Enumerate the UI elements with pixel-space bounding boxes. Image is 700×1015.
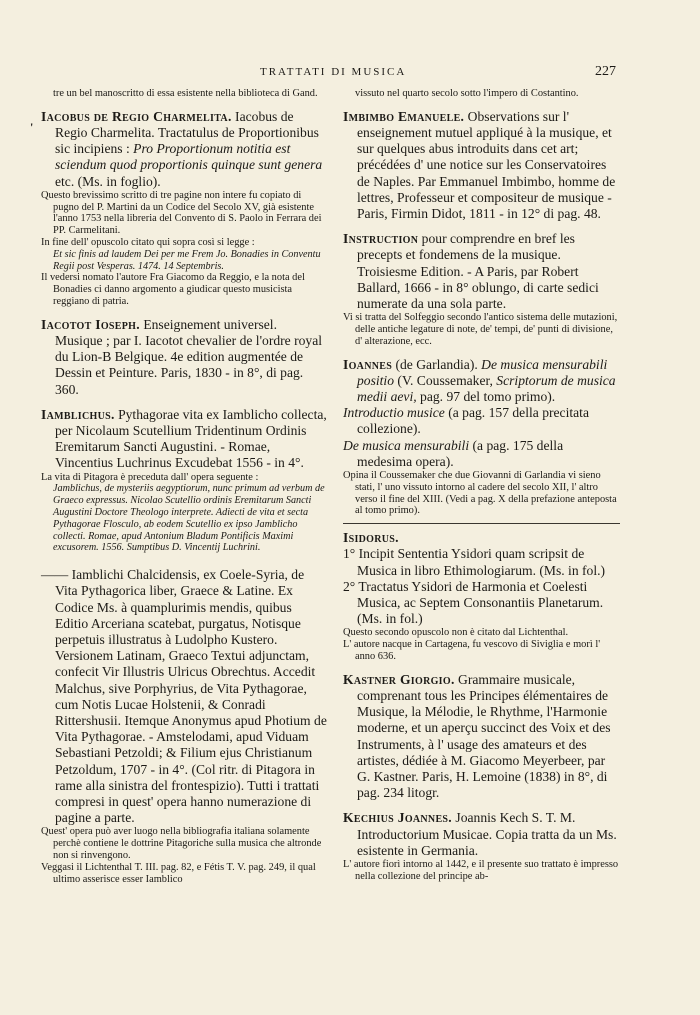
entry-note: L' autore fiorì intorno al 1442, e il presente suo trattato è impresso nella collezione del principe ab- (343, 859, 619, 882)
entry-instruction (343, 231, 620, 312)
entry-italic-text: Pro Proportionum notitia est sciendum quod proportionis quinque sunt genera (55, 141, 323, 173)
entry-note: Veggasi il Lichtenthal T. III. pag. 82, e Fétis T. V. pag. 249, il qual ultimo asserisce esser Iamblico (41, 861, 316, 885)
entry-text: (de Garlandia). (392, 356, 482, 372)
entry-note: Questo brevissimo scritto di tre pagine non intere fu copiato di pugno del P. Martini da un Codice del Secolo XV, già esistente l'anno 1753 nella libreria del Convento di S. Paolo in Ferrara dei PP. Carmelitani. (41, 189, 322, 237)
list-item: 2° Tractatus Ysidori de Harmonia et Coelesti Musica, ac Septem Consonantiis Planetarum. (Ms. in fol.) (343, 578, 604, 627)
entry-text: Pythagorae vita ex Iamblicho collecta, per Nicolaum Scutellium Tridentinum Ordinis Eremitarum Sancti Augustini. - Romae, Vincentius Luchrinus Excudebat 1556 - in 4°. (55, 406, 327, 471)
entry-text: (a pag. 157 della precitata collezione). (357, 405, 589, 437)
right-column (343, 88, 620, 883)
entry-heading: Instruction (343, 231, 419, 247)
entry-text: Observations sur l' enseignement mutuel appliqué à la musique, et sur quelques abus introduits dans cet art; précédées d' une notice sur les Conservatoires de Naples. Par Emmanuel Imbimbo, homme de lettres, Professeur et compositeur de musique - Paris, Firmin Didot, 1811 - in 12° di pag. 48. (357, 108, 616, 222)
continuation-note: tre un bel manoscritto di essa esistente nella biblioteca di Gand. (53, 88, 318, 99)
entry-text: Iacobus de Regio Charmelita. Tractatulus de Proportionibus sic incipiens : (55, 108, 319, 157)
entry-iamblichus (41, 407, 327, 472)
entry-iacobus (41, 109, 327, 190)
running-title: TRATTATI DI MUSICA (260, 66, 407, 78)
entry-text: Iamblichi Chalcidensis, ex Coele-Syria, de Vita Pythagorica liber, Graece & Latine. Ex Codice Ms. à quamplurimis mendis, quibus Editio Arceriana scatebat, purgatus, Notisque perpetuis illustratus à Ludolpho Kustero. Versionem Latinam, Graeco Textui adjunctam, confecit Vir Illustris Ulricus Obrechtus. Accedit Malchus, sive Porphyrius, de Vita Pythagorae, cum Notis Lucae Holstenii, & Conradi Rittershusii. Itemque Anonymus apud Photium de Vita Pythagorae. - Amstelodami, apud Viduam Sebastiani Petzoldi; & Filium ejus Christianum Petzoldum, 1707 - in 4°. (Col ritr. di Pitagora in rame alla sinistra del frontespizio). Tutti i trattati compresi in quest' opera hanno numerazione di pagine a parte. (55, 567, 327, 826)
entry-kastner (343, 672, 620, 802)
entry-text: Enseignement universel. Musique ; par I. Iacotot chevalier de l'ordre royal du Lion-B Belgique. 4e edition augmentée de Dessin et Peinture. Paris, 1830 - in 8°, di pag. 360. (55, 316, 323, 397)
entry-heading: Kastner Giorgio. (343, 671, 455, 687)
entry-iacotot (41, 317, 327, 398)
entry-italic-text: Scriptorum de musica medii aevi, (357, 372, 616, 405)
entry-heading: Iacobus de Regio Charmelita. (41, 108, 232, 124)
entry-kechius (343, 810, 620, 859)
entry-heading: Ioannes (343, 356, 393, 372)
entry-quote: Jamblichus, de mysteriis aegyptiorum, nunc primum ad verbum de Graeco expressus. Nicolao Scutellio ordinis Eremitarum Sancti Augustini Doctore Theologo interprete. Adiecti de vita et secta Pythagorae Flosculo, ab eodem Scutellio ex ipso Jamblicho collecti. Romae, apud Antonium Bladum Pontificis Maximi excusorem. 1556. Sumptibus D. Vincentij Luchrini. (53, 483, 325, 554)
entry-italic-text: De musica mensurabili positio (357, 356, 608, 388)
page-header (0, 66, 700, 82)
entry-note: Quest' opera può aver luogo nella bibliografia italiana solamente perchè contiene le dottrine Pitagoriche sulla musica che altronde non si rinvengono. (41, 826, 322, 862)
entry-heading: Imbimbo Emanuele. (343, 108, 465, 124)
entry-text: pag. 97 del tomo primo). (416, 389, 556, 405)
entry-text: Grammaire musicale, comprenant tous les Principes élémentaires de Musique, la Mélodie, le Rhythme, l'Harmonie moderne, et un aperçu succinct des Voix et des Instruments, à l' usage des amateurs et des artistes, dédiée à M. Giacomo Meyerbeer, par G. Kastner. Paris, H. Lemoine (1838) in 8°, di pag. 234 litogr. (357, 671, 611, 801)
entry-note: L' autore nacque in Cartagena, fu vescovo di Siviglia e morì l' anno 636. (343, 639, 601, 663)
entry-text: (V. Coussemaker, (394, 372, 497, 388)
entry-note: Opina il Coussemaker che due Giovanni di Garlandia vi sieno stati, l' uno vissuto intorno al cadere del secolo XII, l' altro verso il fine del XIII. (Vedi a pag. X della prefazione anteposta al tomo primo). (343, 470, 617, 517)
entry-quote: Et sic finis ad laudem Dei per me Frem Jo. Bonadies in Conventu Regii post Vesperas. 1474. 14 Septembris. (53, 248, 321, 272)
continuation-note: vissuto nel quarto secolo sotto l'impero di Costantino. (355, 88, 579, 99)
left-column (41, 88, 327, 885)
entry-text: pour comprendre en bref les precepts et fondemens de la musique. Troisiesme Edition. - A Paris, par Robert Ballard, 1666 - in 8° oblungo, di carte sedici numerate da una sola parte. (357, 231, 599, 312)
entry-note: Vi si tratta del Solfeggio secondo l'antico sistema delle mutazioni, delle antiche legature di note, de' tempi, de' punti di divisione, d' alterazione, ecc. (343, 312, 618, 347)
separator-rule (343, 523, 620, 524)
entry-note: Questo secondo opuscolo non è citato dal Lichtenthal. (343, 627, 569, 639)
entry-ioannes (343, 357, 620, 470)
entry-heading: Iamblichus. (41, 406, 115, 422)
page-number: 227 (595, 64, 616, 79)
entry-heading: Kechius Joannes. (343, 810, 452, 826)
entry-text: etc. (Ms. in foglio). (55, 173, 161, 189)
entry-heading: Isidorus. (343, 530, 399, 546)
entry-note: La vita di Pitagora è preceduta dall' opera seguente : (41, 471, 259, 483)
list-item: 1° Incipit Sententia Ysidori quam scripsit de Musica in libro Ethimologiarum. (Ms. in fol.) (343, 546, 606, 578)
entry-note: Il vedersi nomato l'autore Fra Giacomo da Reggio, e la nota del Bonadies ci danno argomento a giudicar questo musicista reggiano di patria. (41, 272, 305, 307)
entry-italic-text: Introductio musice (343, 405, 445, 421)
entry-dash: —— (41, 567, 72, 583)
margin-mark: ' (30, 120, 34, 134)
entry-heading: Iacotot Ioseph. (41, 316, 140, 332)
entry-imbimbo (343, 109, 620, 222)
entry-note: In fine dell' opuscolo citato qui sopra così si legge : (41, 237, 255, 248)
entry-italic-text: De musica mensurabili (343, 437, 470, 453)
entry-text: (a pag. 175 della medesima opera). (357, 437, 564, 469)
entry-isidorus (343, 530, 620, 627)
entry-text: Joannis Kech S. T. M. Introductorium Musicae. Copia tratta da un Ms. esistente in Germania. (357, 810, 617, 858)
entry-iamblichi (41, 567, 327, 826)
